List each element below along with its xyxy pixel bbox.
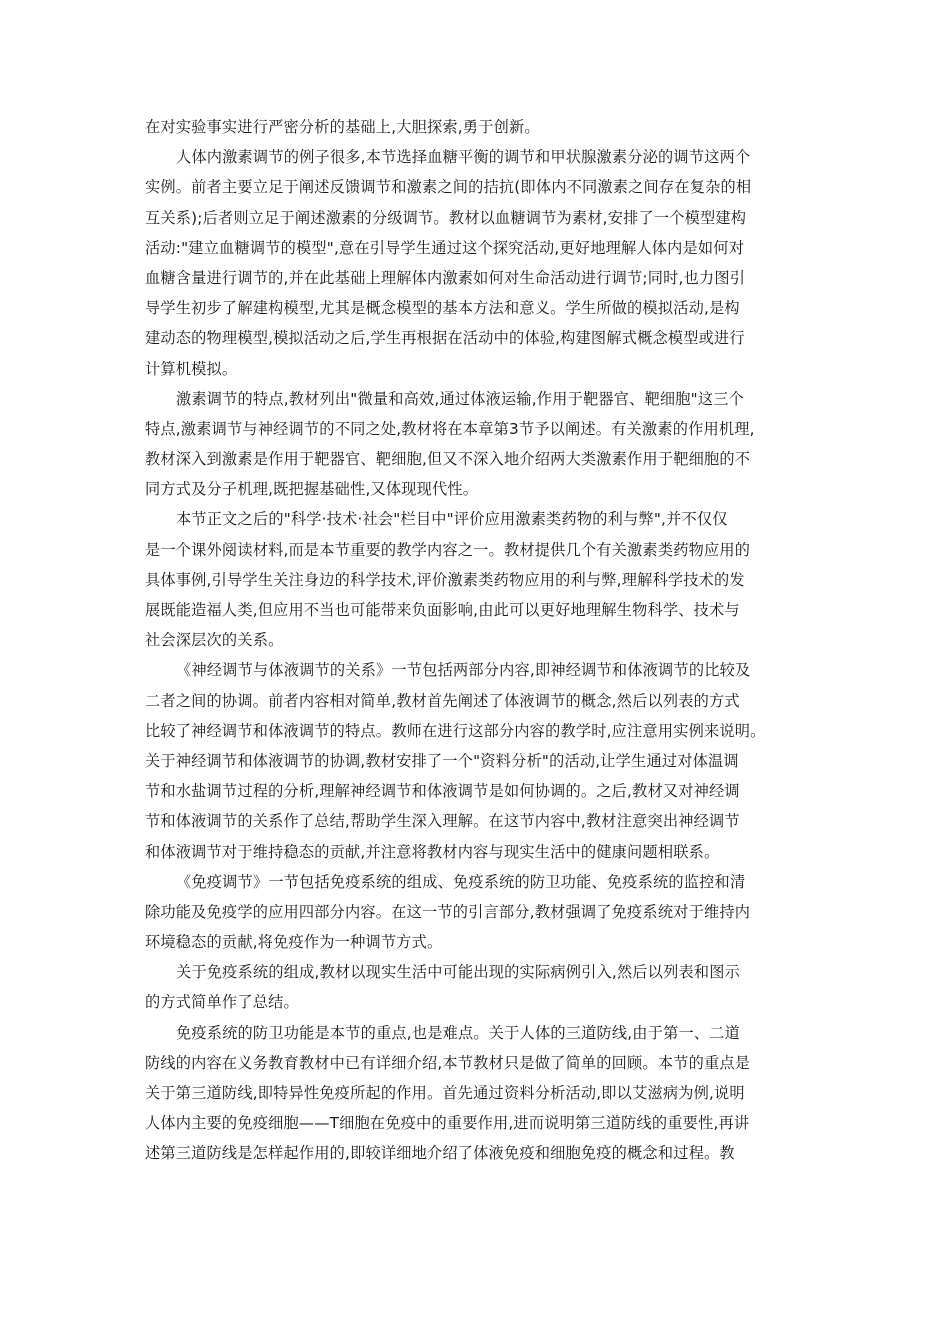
text-line: 比较了神经调节和体液调节的特点。教师在进行这部分内容的教学时,应注意用实例来说明。 <box>145 721 766 740</box>
text-line: 本节正文之后的"科学·技术·社会"栏目中"评价应用激素类药物的利与弊",并不仅仅 <box>176 510 728 529</box>
text-line: 二者之间的协调。前者内容相对简单,教材首先阐述了体液调节的概念,然后以列表的方式 <box>145 691 740 710</box>
text-line: 关于免疫系统的组成,教材以现实生活中可能出现的实际病例引入,然后以列表和图示 <box>176 963 741 982</box>
text-line: 和体液调节对于维持稳态的贡献,并注意将教材内容与现实生活中的健康问题相联系。 <box>145 842 720 861</box>
text-line: 节和体液调节的关系作了总结,帮助学生深入理解。在这节内容中,教材注意突出神经调节 <box>145 812 740 831</box>
text-line: 免疫系统的防卫功能是本节的重点,也是难点。关于人体的三道防线,由于第一、二道 <box>176 1023 741 1042</box>
document-body-text <box>145 112 825 1169</box>
text-line: 同方式及分子机理,既把握基础性,又体现现代性。 <box>145 480 479 499</box>
text-line: 除功能及免疫学的应用四部分内容。在这一节的引言部分,教材强调了免疫系统对于维持内 <box>145 902 751 921</box>
text-line: 《免疫调节》一节包括免疫系统的组成、免疫系统的防卫功能、免疫系统的监控和清 <box>176 872 746 891</box>
text-line: 教材深入到激素是作用于靶器官、靶细胞,但又不深入地介绍两大类激素作用于靶细胞的不 <box>145 450 751 469</box>
text-line: 特点,激素调节与神经调节的不同之处,教材将在本章第3节予以阐述。有关激素的作用机理, <box>145 419 755 438</box>
text-line: 实例。前者主要立足于阐述反馈调节和激素之间的拮抗(即体内不同激素之间存在复杂的相 <box>145 178 752 197</box>
text-line: 防线的内容在义务教育教材中已有详细介绍,本节教材只是做了简单的回顾。本节的重点是 <box>145 1053 751 1072</box>
text-line: 关于第三道防线,即特异性免疫所起的作用。首先通过资料分析活动,即以艾滋病为例,说明 <box>145 1084 745 1102</box>
text-line: 社会深层次的关系。 <box>145 631 284 650</box>
text-line: 激素调节的特点,教材列出"微量和高效,通过体液运输,作用于靶器官、靶细胞"这三个 <box>176 389 745 408</box>
text-line: 的方式简单作了总结。 <box>145 993 299 1012</box>
text-line: 导学生初步了解建构模型,尤其是概念模型的基本方法和意义。学生所做的模拟活动,是构 <box>145 299 740 318</box>
text-line: 述第三道防线是怎样起作用的,即较详细地介绍了体液免疫和细胞免疫的概念和过程。教 <box>145 1144 735 1163</box>
text-line: 建动态的物理模型,模拟活动之后,学生再根据在活动中的体验,构建图解式概念模型或进行 <box>145 329 745 348</box>
text-line: 在对实验事实进行严密分析的基础上,大胆探索,勇于创新。 <box>145 118 540 136</box>
text-line: 计算机模拟。 <box>145 359 238 378</box>
text-line: 环境稳态的贡献,将免疫作为一种调节方式。 <box>145 933 443 952</box>
text-line: 人体内主要的免疫细胞——T细胞在免疫中的重要作用,进而说明第三道防线的重要性,再讲 <box>145 1114 750 1133</box>
text-line: 人体内激素调节的例子很多,本节选择血糖平衡的调节和甲状腺激素分泌的调节这两个 <box>176 148 751 167</box>
text-line: 《神经调节与体液调节的关系》一节包括两部分内容,即神经调节和体液调节的比较及 <box>176 661 751 680</box>
text-line: 具体事例,引导学生关注身边的科学技术,评价激素类药物应用的利与弊,理解科学技术的发 <box>145 570 745 589</box>
text-line: 关于神经调节和体液调节的协调,教材安排了一个"资料分析"的活动,让学生通过对体温调 <box>145 751 739 770</box>
text-line: 血糖含量进行调节的,并在此基础上理解体内激素如何对生命活动进行调节;同时,也力图引 <box>145 268 746 287</box>
text-line: 是一个课外阅读材料,而是本节重要的教学内容之一。教材提供几个有关激素类药物应用的 <box>145 540 751 559</box>
text-line: 节和水盐调节过程的分析,理解神经调节和体液调节是如何协调的。之后,教材又对神经调 <box>145 782 740 801</box>
text-line: 活动:"建立血糖调节的模型",意在引导学生通过这个探究活动,更好地理解人体内是如何对 <box>145 238 745 257</box>
text-line: 互关系);后者则立足于阐述激素的分级调节。教材以血糖调节为素材,安排了一个模型建构 <box>145 208 747 227</box>
text-line: 展既能造福人类,但应用不当也可能带来负面影响,由此可以更好地理解生物科学、技术与 <box>145 601 740 619</box>
